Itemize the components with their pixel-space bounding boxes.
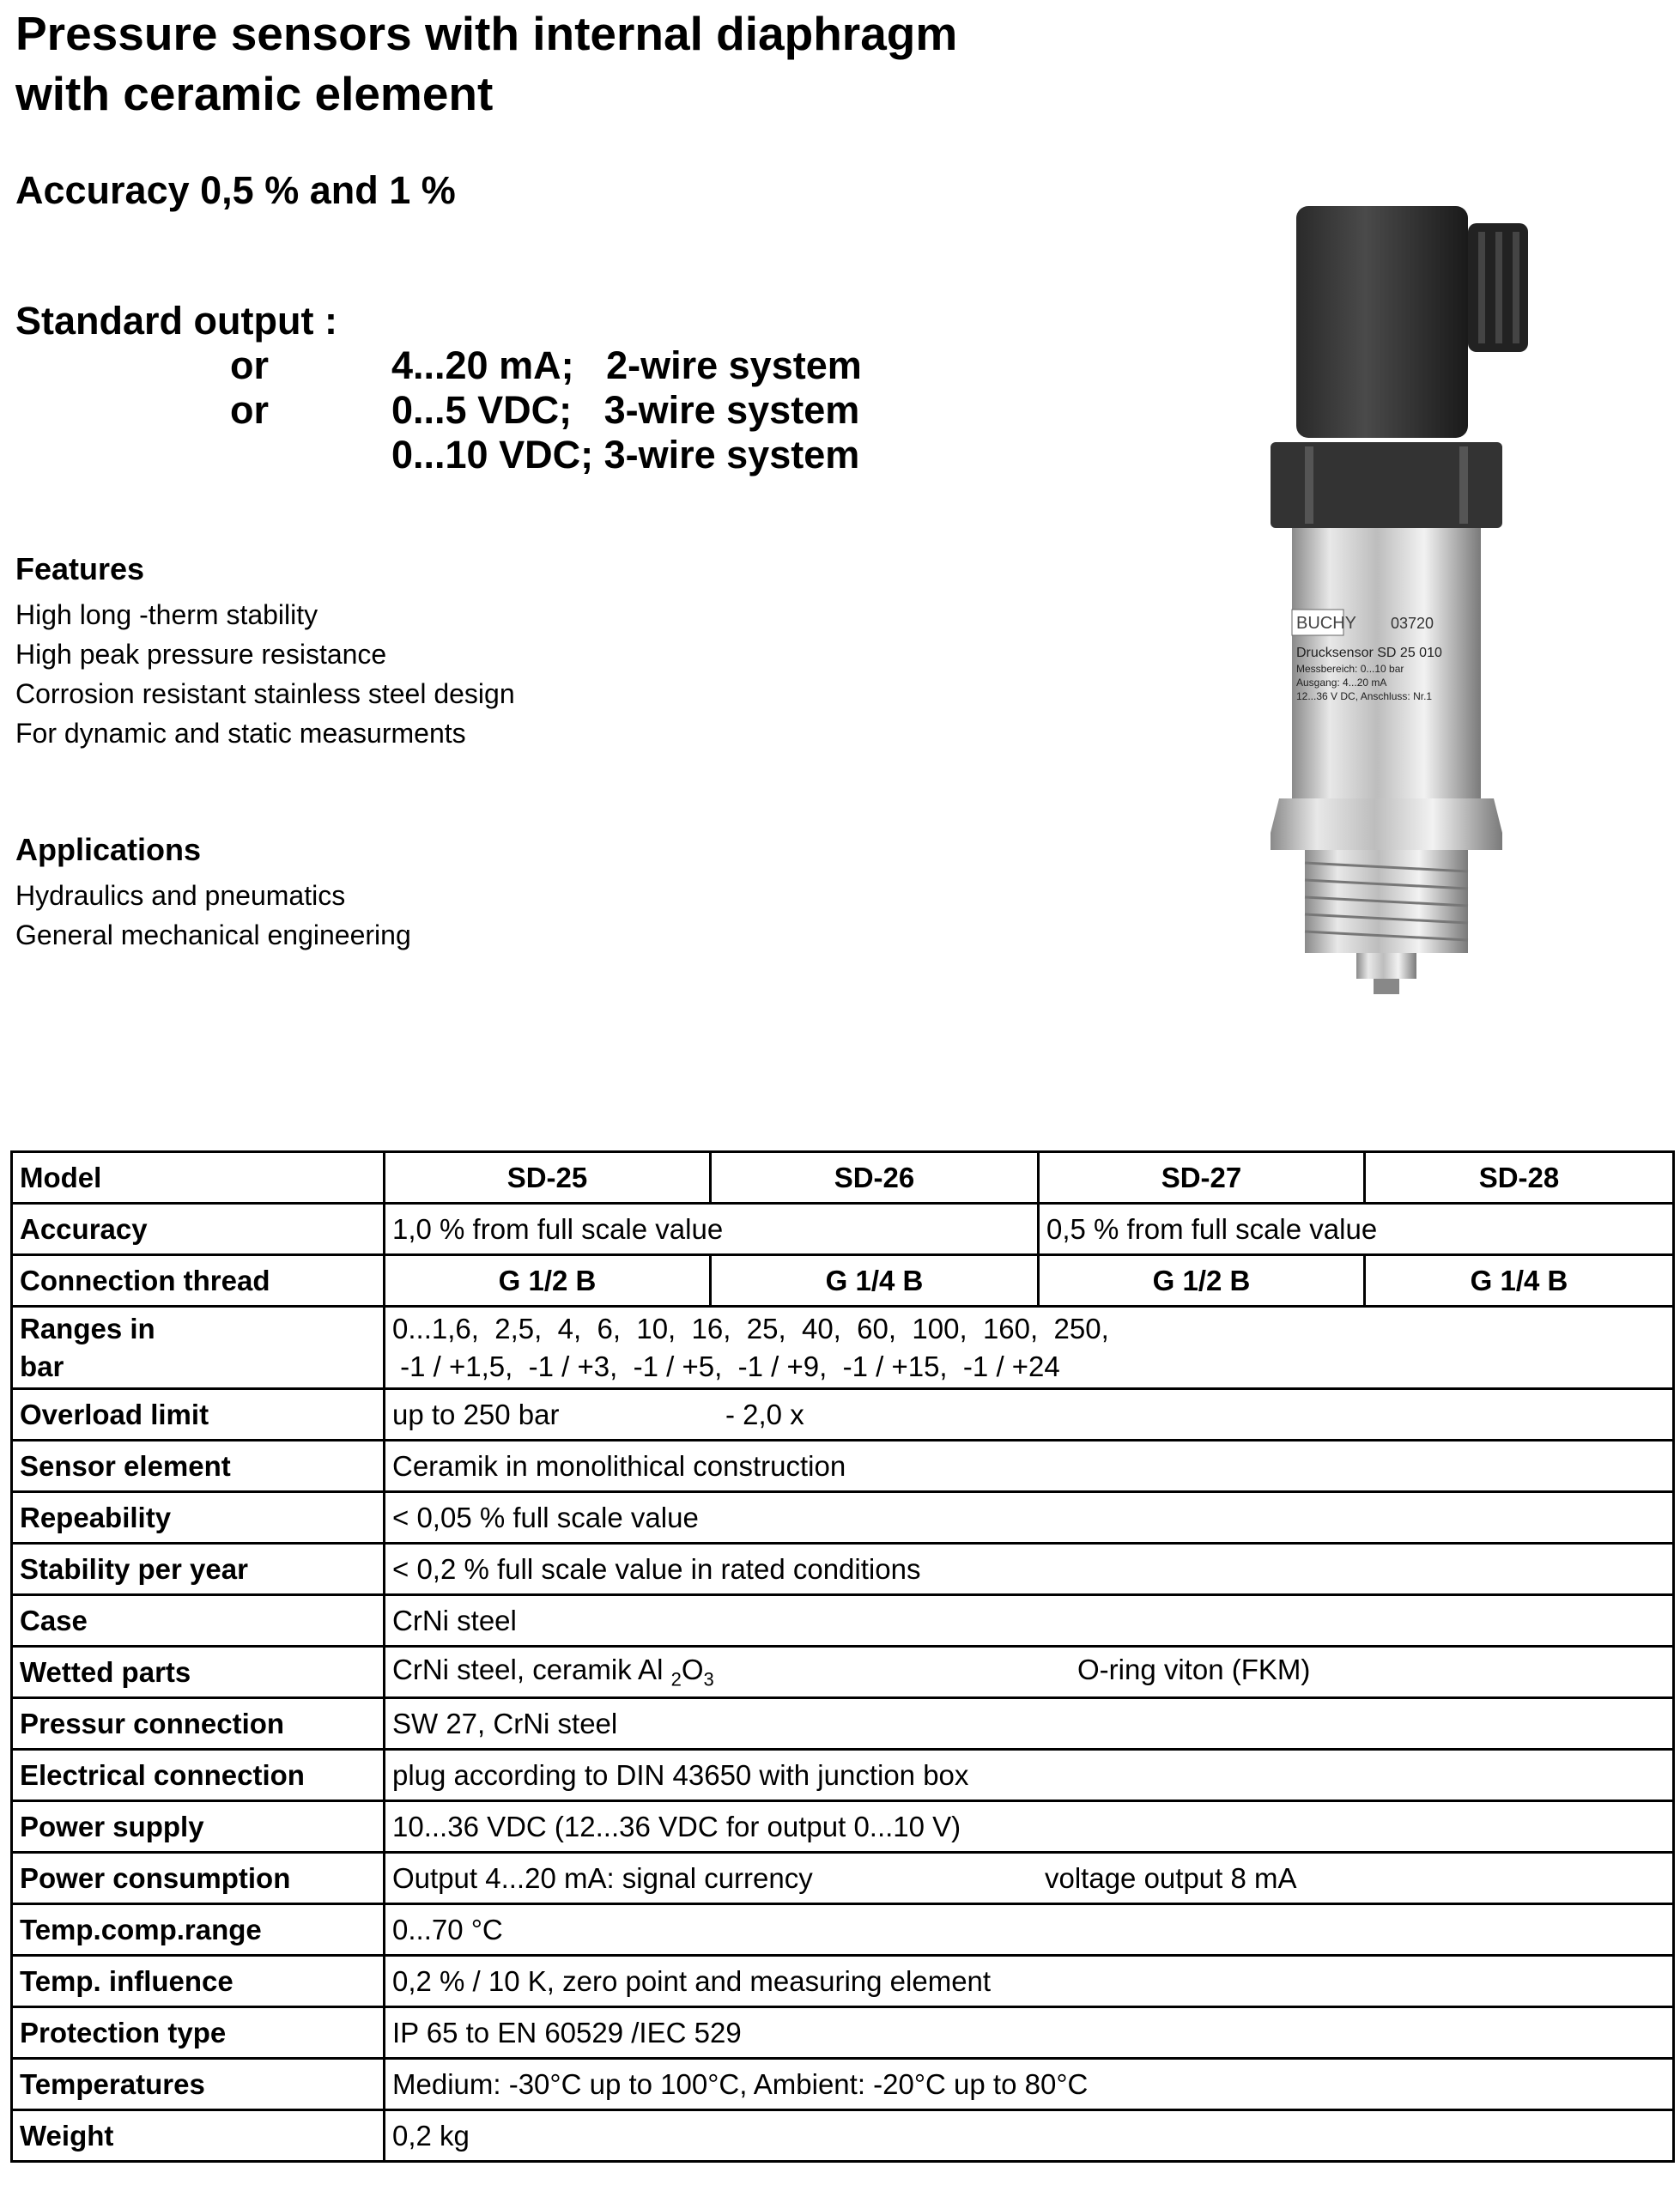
label-line: Drucksensor SD 25 010	[1296, 646, 1442, 660]
value-cell: SW 27, CrNi steel	[385, 1698, 1674, 1750]
value-cell: Ceramik in monolithical construction	[385, 1441, 1674, 1492]
row-label: Power consumption	[12, 1853, 385, 1904]
value-cell: 0,2 % / 10 K, zero point and measuring element	[385, 1956, 1674, 2007]
table-row	[12, 1956, 1674, 2007]
consumption-current: Output 4...20 mA: signal currency	[392, 1861, 813, 1894]
value-cell: < 0,05 % full scale value	[385, 1492, 1674, 1544]
table-row	[12, 1801, 1674, 1853]
application-item: Hydraulics and pneumatics	[15, 880, 346, 911]
wetted-text-o: O	[681, 1653, 704, 1685]
features-heading: Features	[15, 551, 145, 586]
consumption-cell	[385, 1853, 1674, 1904]
table-row	[12, 1595, 1674, 1647]
model-cell: SD-27	[1039, 1152, 1365, 1204]
brand-logo: BUCHY	[1296, 614, 1357, 633]
table-row	[12, 1750, 1674, 1801]
row-label: Connection thread	[12, 1255, 385, 1307]
row-label: Sensor element	[12, 1441, 385, 1492]
standard-output-block	[15, 254, 862, 476]
row-label: Overload limit	[12, 1389, 385, 1441]
title-line-1: Pressure sensors with internal diaphragm	[15, 7, 958, 60]
row-label: Temp.comp.range	[12, 1904, 385, 1956]
thread-cell: G 1/4 B	[711, 1255, 1039, 1307]
feature-item: High long -therm stability	[15, 599, 318, 630]
table-row	[12, 1255, 1674, 1307]
hex-fitting	[1271, 798, 1502, 850]
accuracy-heading: Accuracy 0,5 % and 1 %	[15, 168, 456, 212]
row-label: Electrical connection	[12, 1750, 385, 1801]
subscript: 3	[703, 1668, 714, 1690]
oring-value: O-ring viton (FKM)	[1077, 1653, 1311, 1685]
output-row-value: 0...10 VDC; 3-wire system	[391, 433, 860, 476]
table-row	[12, 1647, 1674, 1698]
value-cell: 0,2 kg	[385, 2110, 1674, 2162]
overload-value: up to 250 bar	[392, 1398, 560, 1430]
subscript: 2	[670, 1668, 682, 1690]
thread-cell: G 1/4 B	[1365, 1255, 1674, 1307]
model-cell: SD-25	[385, 1152, 711, 1204]
output-row-label: Standard output :	[15, 299, 337, 343]
value-cell: 10...36 VDC (12...36 VDC for output 0...10 V)	[385, 1801, 1674, 1853]
row-label: Protection type	[12, 2007, 385, 2059]
table-row	[12, 1441, 1674, 1492]
row-label: Weight	[12, 2110, 385, 2162]
features-section	[15, 550, 515, 753]
consumption-voltage: voltage output 8 mA	[1045, 1861, 1297, 1894]
value-cell: CrNi steel	[385, 1595, 1674, 1647]
feature-item: Corrosion resistant stainless steel design	[15, 678, 515, 709]
row-label: Wetted parts	[12, 1647, 385, 1698]
output-row-label: or	[230, 388, 269, 432]
accuracy-cell: 0,5 % from full scale value	[1039, 1204, 1674, 1255]
row-label: Temperatures	[12, 2059, 385, 2110]
table-row	[12, 1492, 1674, 1544]
overload-cell	[385, 1389, 1674, 1441]
pressure-sensor-photo	[1253, 197, 1537, 1004]
row-label: Power supply	[12, 1801, 385, 1853]
ranges-label-line: Ranges in	[20, 1312, 155, 1344]
row-label: Accuracy	[12, 1204, 385, 1255]
model-cell: SD-28	[1365, 1152, 1674, 1204]
ranges-label-line: bar	[20, 1350, 64, 1382]
table-row	[12, 1152, 1674, 1204]
table-row	[12, 1204, 1674, 1255]
table-row	[12, 1904, 1674, 1956]
row-label: Repeability	[12, 1492, 385, 1544]
table-row	[12, 1853, 1674, 1904]
thread-cell: G 1/2 B	[1039, 1255, 1365, 1307]
table-row	[12, 2110, 1674, 2162]
label-line: Ausgang: 4...20 mA	[1296, 677, 1387, 689]
output-row-label: or	[230, 343, 269, 387]
table-row	[12, 1389, 1674, 1441]
page-title	[15, 3, 957, 124]
overload-factor: - 2,0 x	[725, 1398, 804, 1430]
connector-plug	[1296, 206, 1468, 438]
wetted-value	[392, 1654, 1077, 1691]
wetted-text: CrNi steel, ceramik Al	[392, 1653, 671, 1685]
value-cell: IP 65 to EN 60529 /IEC 529	[385, 2007, 1674, 2059]
row-label: Model	[12, 1152, 385, 1204]
accuracy-cell: 1,0 % from full scale value	[385, 1204, 1039, 1255]
title-line-2: with ceramic element	[15, 67, 494, 120]
label-line: Messbereich: 0...10 bar	[1296, 663, 1404, 675]
spec-table	[10, 1150, 1675, 2163]
row-label: Case	[12, 1595, 385, 1647]
thread-cell: G 1/2 B	[385, 1255, 711, 1307]
value-cell: 0...70 °C	[385, 1904, 1674, 1956]
table-row	[12, 2007, 1674, 2059]
ranges-cell	[385, 1307, 1674, 1389]
application-item: General mechanical engineering	[15, 920, 411, 950]
feature-item: High peak pressure resistance	[15, 639, 387, 670]
row-label	[12, 1307, 385, 1389]
feature-item: For dynamic and static measurments	[15, 718, 466, 749]
row-label: Stability per year	[12, 1544, 385, 1595]
model-cell: SD-26	[711, 1152, 1039, 1204]
output-row-value: 4...20 mA; 2-wire system	[391, 343, 862, 387]
label-line: 12...36 V DC, Anschluss: Nr.1	[1296, 690, 1433, 702]
output-row-value: 0...5 VDC; 3-wire system	[391, 388, 860, 432]
table-row	[12, 1544, 1674, 1595]
table-row	[12, 2059, 1674, 2110]
value-cell: < 0,2 % full scale value in rated conditions	[385, 1544, 1674, 1595]
value-cell: plug according to DIN 43650 with junction box	[385, 1750, 1674, 1801]
table-row	[12, 1307, 1674, 1389]
applications-section	[15, 831, 411, 955]
row-label: Temp. influence	[12, 1956, 385, 2007]
ranges-line: 0...1,6, 2,5, 4, 6, 10, 16, 25, 40, 60, 100, 160, 250,	[392, 1312, 1109, 1344]
table-row	[12, 1698, 1674, 1750]
applications-heading: Applications	[15, 832, 202, 867]
ranges-line: -1 / +1,5, -1 / +3, -1 / +5, -1 / +9, -1 / +15, -1 / +24	[392, 1350, 1060, 1382]
value-cell: Medium: -30°C up to 100°C, Ambient: -20°C up to 80°C	[385, 2059, 1674, 2110]
wetted-cell	[385, 1647, 1674, 1698]
label-serial: 03720	[1391, 615, 1434, 632]
row-label: Pressur connection	[12, 1698, 385, 1750]
